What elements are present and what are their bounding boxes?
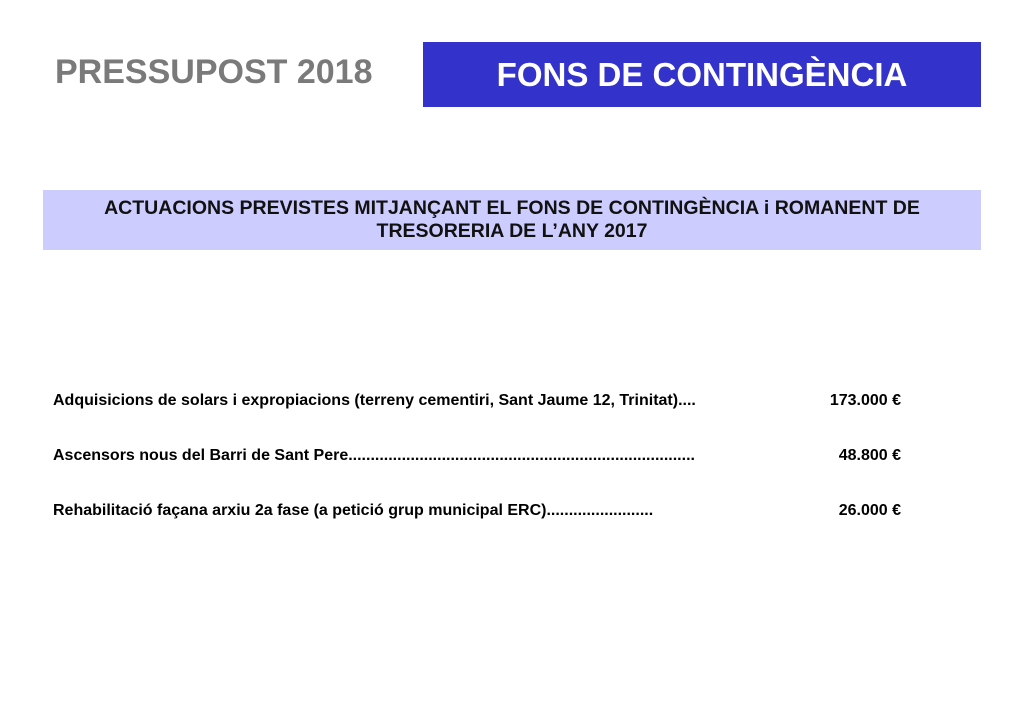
item-amount: 26.000 € [838, 502, 901, 519]
subtitle-banner [43, 190, 981, 250]
section-title: FONS DE CONTINGÈNCIA [496, 55, 908, 93]
item-description: Ascensors nous del Barri de Sant Pere.............................................................................. [53, 447, 695, 464]
list-item [53, 392, 901, 416]
section-title-banner [423, 42, 981, 107]
list-item [53, 502, 901, 526]
budget-title: PRESSUPOST 2018 [55, 53, 373, 91]
list-item [53, 447, 901, 471]
item-description: Adquisicions de solars i expropiacions (terreny cementiri, Sant Jaume 12, Trinitat).... [53, 392, 696, 409]
item-amount: 173.000 € [829, 392, 901, 409]
item-description: Rehabilitació façana arxiu 2a fase (a petició grup municipal ERC)........................ [53, 502, 654, 519]
subtitle-text: ACTUACIONS PREVISTES MITJANÇANT EL FONS DE CONTINGÈNCIA i ROMANENT DE TRESORERIA DE L’ANY 2017 [104, 197, 920, 242]
item-amount: 48.800 € [838, 447, 901, 464]
